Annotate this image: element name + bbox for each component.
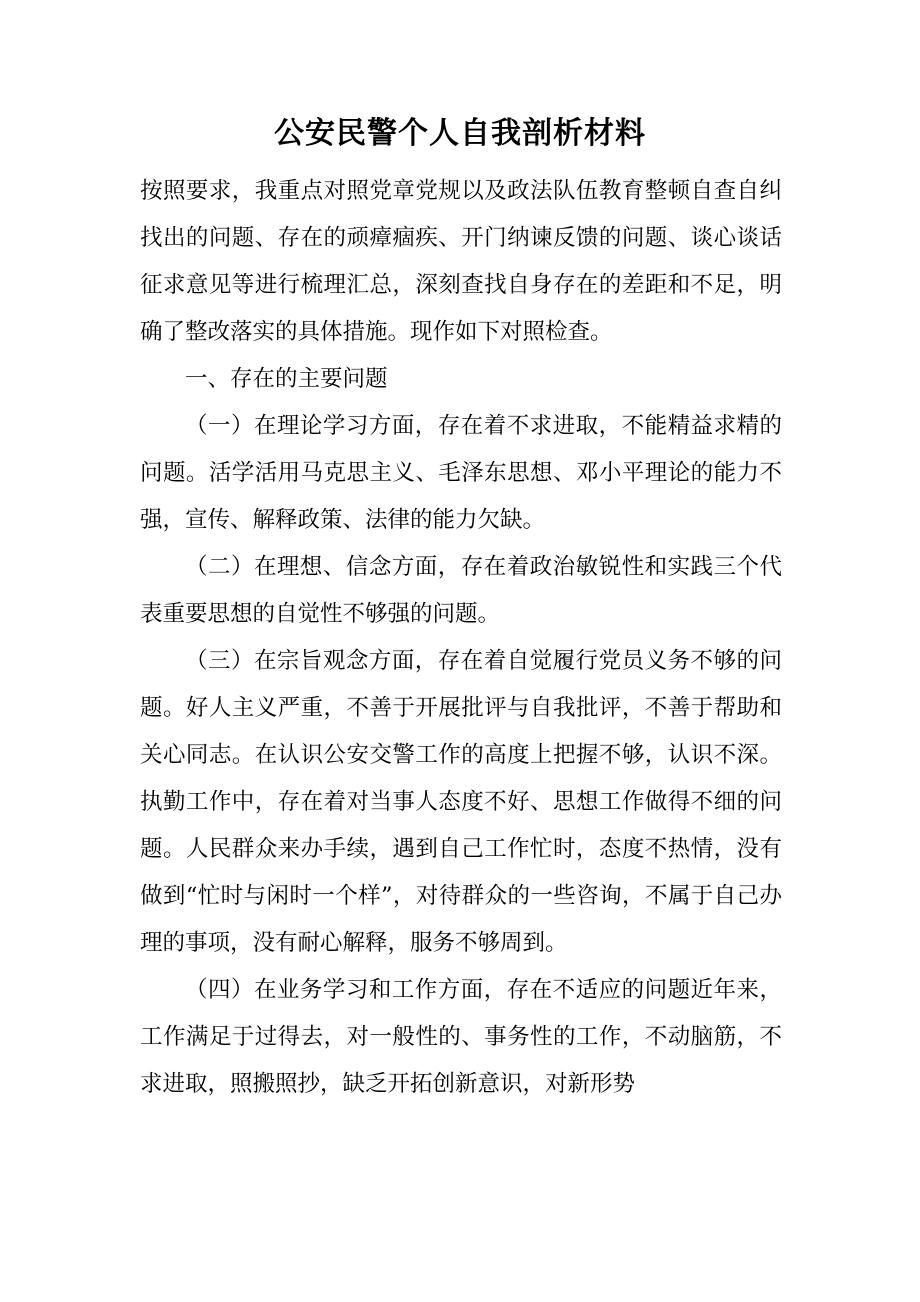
document-title: 公安民警个人自我剖析材料 — [274, 116, 646, 151]
issue-paragraph-3: （三）在宗旨观念方面，存在着自觉履行党员义务不够的问题。好人主义严重，不善于开展批评与自我批评，不善于帮助和关心同志。在认识公安交警工作的高度上把握不够，认识不深。执勤工作中，存在着对当事人态度不好、思想工作做得不细的问题。人民群众来办手续，遇到自己工作忙时，态度不热情，没有做到“忙时与闲时一个样”，对待群众的一些咨询，不属于自己办理的事项，没有耐心解释，服务不够周到。 — [140, 648, 782, 956]
issue-paragraph-1: （一）在理论学习方面，存在着不求进取，不能精益求精的问题。活学活用马克思主义、毛泽东思想、邓小平理论的能力不强，宣传、解释政策、法律的能力欠缺。 — [140, 413, 782, 533]
section-heading: 一、存在的主要问题 — [185, 366, 388, 392]
issue-paragraph-2: （二）在理想、信念方面，存在着政治敏锐性和实践三个代表重要思想的自觉性不够强的问题。 — [140, 554, 782, 627]
document-body — [140, 168, 782, 1108]
issue-paragraph-4: （四）在业务学习和工作方面，存在不适应的问题近年来，工作满足于过得去，对一般性的、事务性的工作，不动脑筋，不求进取，照搬照抄，缺乏开拓创新意识，对新形势 — [140, 977, 782, 1097]
intro-paragraph: 按照要求，我重点对照党章党规以及政法队伍教育整顿自查自纠找出的问题、存在的顽瘴痼疾、开门纳谏反馈的问题、谈心谈话征求意见等进行梳理汇总，深刻查找自身存在的差距和不足，明确了整改落实的具体措施。现作如下对照检查。 — [140, 178, 782, 345]
